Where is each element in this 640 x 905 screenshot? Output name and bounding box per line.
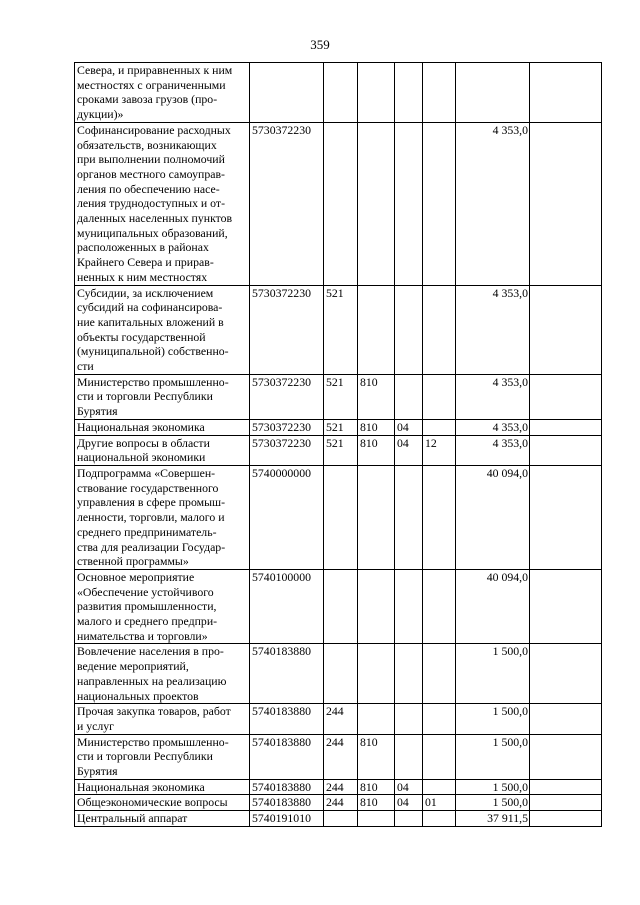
csr-cell: 5740183880 bbox=[250, 779, 324, 795]
pr-cell bbox=[423, 63, 456, 123]
vr-cell: 521 bbox=[324, 435, 358, 465]
csr-cell: 5740000000 bbox=[250, 465, 324, 569]
csr-cell: 5740183880 bbox=[250, 704, 324, 734]
rz-cell: 04 bbox=[395, 795, 423, 811]
item-name-cell: Севера, и приравненных к ним местностях с ограниченными сроками завоза грузов (про- дукции)» bbox=[75, 63, 250, 123]
pr-cell bbox=[423, 374, 456, 419]
csr-cell: 5730372230 bbox=[250, 374, 324, 419]
table-row bbox=[75, 704, 602, 734]
table-row bbox=[75, 63, 602, 123]
csr-cell: 5740191010 bbox=[250, 811, 324, 827]
rz-cell bbox=[395, 465, 423, 569]
amount-cell: 1 500,0 bbox=[456, 734, 530, 779]
vr-cell: 521 bbox=[324, 374, 358, 419]
vr-cell: 244 bbox=[324, 779, 358, 795]
item-name-cell: Национальная экономика bbox=[75, 419, 250, 435]
item-name-cell: Подпрограмма «Совершен- ствование государственного управления в сфере промыш- ленности, торговли, малого и среднего предприниматель- ства для реализации Государ- ственной программы» bbox=[75, 465, 250, 569]
amount-cell: 1 500,0 bbox=[456, 795, 530, 811]
rz-cell bbox=[395, 644, 423, 704]
extra-cell bbox=[530, 811, 602, 827]
table-row bbox=[75, 734, 602, 779]
amount-cell: 4 353,0 bbox=[456, 419, 530, 435]
extra-cell bbox=[530, 374, 602, 419]
grbs-cell: 810 bbox=[358, 795, 395, 811]
rz-cell bbox=[395, 374, 423, 419]
item-name-cell: Основное мероприятие «Обеспечение устойчивого развития промышленности, малого и среднего предпри- нимательства и торговли» bbox=[75, 569, 250, 644]
grbs-cell: 810 bbox=[358, 435, 395, 465]
extra-cell bbox=[530, 63, 602, 123]
vr-cell: 521 bbox=[324, 419, 358, 435]
grbs-cell: 810 bbox=[358, 734, 395, 779]
rz-cell bbox=[395, 811, 423, 827]
rz-cell: 04 bbox=[395, 419, 423, 435]
rz-cell bbox=[395, 569, 423, 644]
csr-cell: 5740183880 bbox=[250, 644, 324, 704]
pr-cell bbox=[423, 419, 456, 435]
amount-cell: 40 094,0 bbox=[456, 465, 530, 569]
rz-cell bbox=[395, 63, 423, 123]
table-row bbox=[75, 122, 602, 285]
vr-cell: 244 bbox=[324, 734, 358, 779]
pr-cell bbox=[423, 285, 456, 374]
item-name-cell: Субсидии, за исключением субсидий на софинансирова- ние капитальных вложений в объекты государственной (муниципальной) собственно- сти bbox=[75, 285, 250, 374]
extra-cell bbox=[530, 465, 602, 569]
vr-cell bbox=[324, 122, 358, 285]
extra-cell bbox=[530, 285, 602, 374]
extra-cell bbox=[530, 122, 602, 285]
extra-cell bbox=[530, 795, 602, 811]
vr-cell bbox=[324, 63, 358, 123]
grbs-cell bbox=[358, 704, 395, 734]
grbs-cell bbox=[358, 811, 395, 827]
amount-cell: 1 500,0 bbox=[456, 644, 530, 704]
extra-cell bbox=[530, 569, 602, 644]
vr-cell bbox=[324, 644, 358, 704]
table-row bbox=[75, 644, 602, 704]
pr-cell bbox=[423, 779, 456, 795]
csr-cell: 5740183880 bbox=[250, 795, 324, 811]
pr-cell bbox=[423, 569, 456, 644]
pr-cell bbox=[423, 465, 456, 569]
item-name-cell: Общеэкономические вопросы bbox=[75, 795, 250, 811]
table-row bbox=[75, 435, 602, 465]
rz-cell bbox=[395, 285, 423, 374]
csr-cell bbox=[250, 63, 324, 123]
pr-cell: 01 bbox=[423, 795, 456, 811]
pr-cell bbox=[423, 122, 456, 285]
grbs-cell: 810 bbox=[358, 419, 395, 435]
pr-cell bbox=[423, 704, 456, 734]
csr-cell: 5730372230 bbox=[250, 435, 324, 465]
table-row bbox=[75, 569, 602, 644]
grbs-cell bbox=[358, 63, 395, 123]
vr-cell: 244 bbox=[324, 795, 358, 811]
amount-cell: 4 353,0 bbox=[456, 374, 530, 419]
csr-cell: 5730372230 bbox=[250, 419, 324, 435]
rz-cell bbox=[395, 734, 423, 779]
csr-cell: 5730372230 bbox=[250, 285, 324, 374]
item-name-cell: Национальная экономика bbox=[75, 779, 250, 795]
extra-cell bbox=[530, 704, 602, 734]
amount-cell: 4 353,0 bbox=[456, 122, 530, 285]
grbs-cell: 810 bbox=[358, 374, 395, 419]
amount-cell: 1 500,0 bbox=[456, 779, 530, 795]
amount-cell: 4 353,0 bbox=[456, 285, 530, 374]
item-name-cell: Министерство промышленно- сти и торговли Республики Бурятия bbox=[75, 734, 250, 779]
vr-cell bbox=[324, 569, 358, 644]
csr-cell: 5740100000 bbox=[250, 569, 324, 644]
grbs-cell bbox=[358, 122, 395, 285]
table-row bbox=[75, 779, 602, 795]
page-number: 359 bbox=[310, 37, 330, 52]
vr-cell: 244 bbox=[324, 704, 358, 734]
vr-cell bbox=[324, 465, 358, 569]
table-row bbox=[75, 285, 602, 374]
table-row bbox=[75, 811, 602, 827]
table-row bbox=[75, 419, 602, 435]
vr-cell bbox=[324, 811, 358, 827]
pr-cell bbox=[423, 734, 456, 779]
table-row bbox=[75, 465, 602, 569]
extra-cell bbox=[530, 734, 602, 779]
rz-cell: 04 bbox=[395, 779, 423, 795]
item-name-cell: Вовлечение населения в про- ведение мероприятий, направленных на реализацию национальных проектов bbox=[75, 644, 250, 704]
pr-cell bbox=[423, 811, 456, 827]
extra-cell bbox=[530, 779, 602, 795]
pr-cell: 12 bbox=[423, 435, 456, 465]
vr-cell: 521 bbox=[324, 285, 358, 374]
grbs-cell bbox=[358, 569, 395, 644]
amount-cell: 40 094,0 bbox=[456, 569, 530, 644]
csr-cell: 5740183880 bbox=[250, 734, 324, 779]
amount-cell: 4 353,0 bbox=[456, 435, 530, 465]
item-name-cell: Министерство промышленно- сти и торговли Республики Бурятия bbox=[75, 374, 250, 419]
item-name-cell: Центральный аппарат bbox=[75, 811, 250, 827]
rz-cell bbox=[395, 704, 423, 734]
item-name-cell: Прочая закупка товаров, работ и услуг bbox=[75, 704, 250, 734]
item-name-cell: Софинансирование расходных обязательств, возникающих при выполнении полномочий органов местного самоуправ- ления по обеспечению насе- ления труднодоступных и от- даленных населенных пунктов муниципальных образований, расположенных в районах Крайнего Севера и прирав- ненных к ним местностях bbox=[75, 122, 250, 285]
rz-cell: 04 bbox=[395, 435, 423, 465]
amount-cell: 37 911,5 bbox=[456, 811, 530, 827]
table-row bbox=[75, 374, 602, 419]
table-row bbox=[75, 795, 602, 811]
extra-cell bbox=[530, 644, 602, 704]
amount-cell bbox=[456, 63, 530, 123]
extra-cell bbox=[530, 435, 602, 465]
pr-cell bbox=[423, 644, 456, 704]
budget-table bbox=[74, 62, 602, 827]
grbs-cell bbox=[358, 644, 395, 704]
amount-cell: 1 500,0 bbox=[456, 704, 530, 734]
grbs-cell bbox=[358, 465, 395, 569]
grbs-cell: 810 bbox=[358, 779, 395, 795]
grbs-cell bbox=[358, 285, 395, 374]
csr-cell: 5730372230 bbox=[250, 122, 324, 285]
extra-cell bbox=[530, 419, 602, 435]
rz-cell bbox=[395, 122, 423, 285]
item-name-cell: Другие вопросы в области национальной экономики bbox=[75, 435, 250, 465]
